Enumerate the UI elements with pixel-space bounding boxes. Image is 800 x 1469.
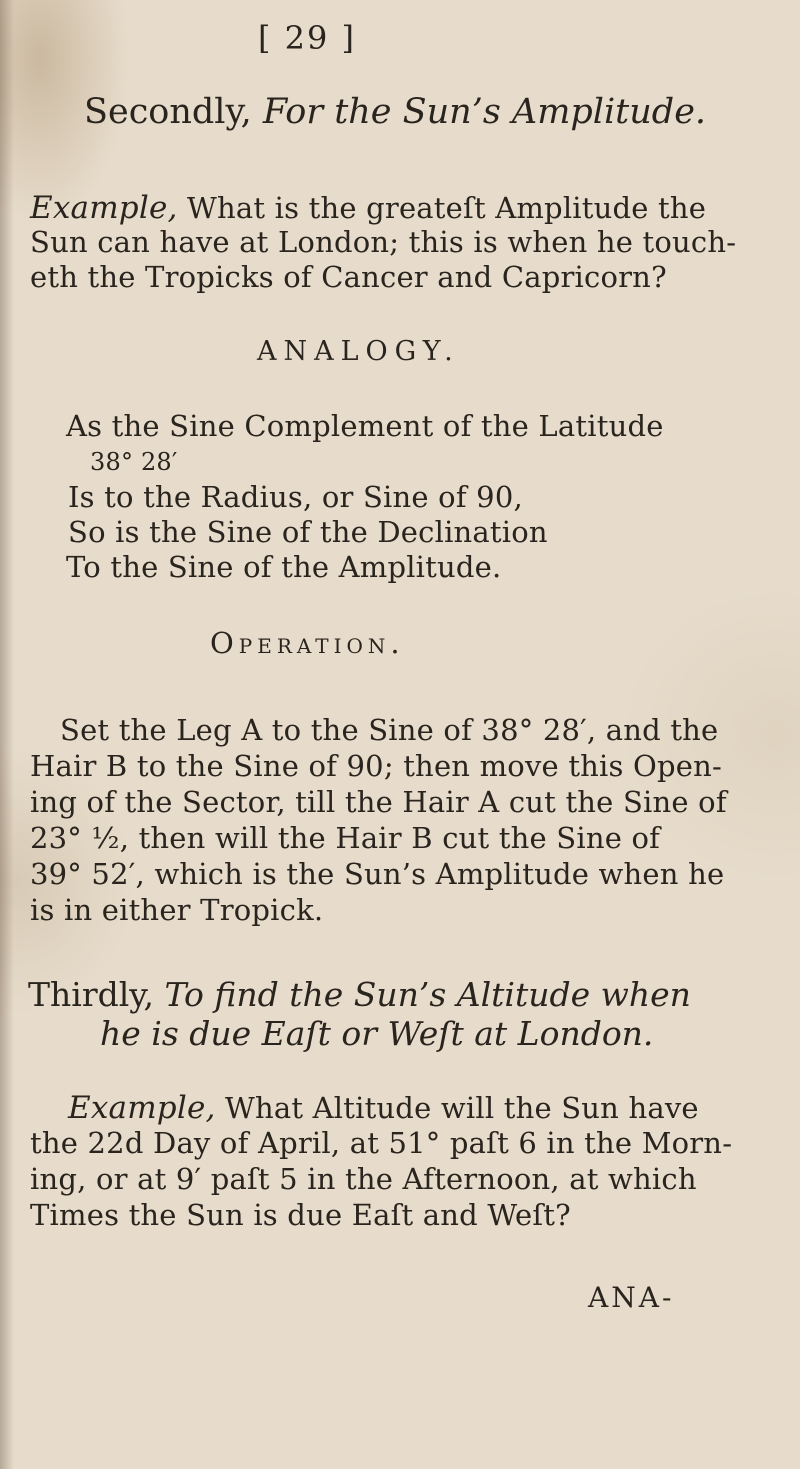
- section-title: For the Sun’s Amplitude.: [262, 92, 707, 132]
- example2-line-3: ing, or at 9′ paſt 5 in the Afternoon, at which: [30, 1162, 697, 1196]
- analogy-line-1: As the Sine Complement of the Latitude: [66, 409, 664, 443]
- catchword: ANA-: [588, 1281, 675, 1314]
- example-text: What Altitude will the Sun have: [224, 1091, 699, 1125]
- section-heading-thirdly: [28, 975, 691, 1014]
- operation-line-2: Hair B to the Sine of 90; then move this Open-: [30, 749, 723, 783]
- page-gutter-shadow: [0, 0, 14, 1469]
- section-lead: Thirdly,: [28, 975, 155, 1014]
- example-label: Example,: [30, 190, 178, 226]
- section-heading-secondly: [84, 92, 707, 132]
- operation-line-3: ing of the Sector, till the Hair A cut the Sine of: [30, 785, 727, 819]
- example-line-3: eth the Tropicks of Cancer and Capricorn?: [30, 260, 667, 294]
- example-text: What is the greateſt Amplitude the: [186, 191, 707, 225]
- section-lead: Secondly,: [84, 92, 252, 132]
- operation-line-4: 23° ½, then will the Hair B cut the Sine of: [30, 821, 661, 855]
- example2-line-4: Times the Sun is due Eaſt and Weſt?: [30, 1198, 571, 1232]
- analogy-heading: ANALOGY.: [257, 336, 460, 367]
- operation-line-6: is in either Tropick.: [30, 893, 324, 927]
- operation-line-1: Set the Leg A to the Sine of 38° 28′, and the: [60, 713, 719, 747]
- operation-heading: Operation.: [210, 626, 405, 660]
- analogy-line-2: Is to the Radius, or Sine of 90,: [68, 480, 523, 514]
- example-line-2: Sun can have at London; this is when he touch-: [30, 225, 737, 259]
- operation-line-5: 39° 52′, which is the Sun’s Amplitude when he: [30, 857, 725, 891]
- analogy-line-4: To the Sine of the Amplitude.: [66, 550, 502, 584]
- section-title-line-2: he is due Eaſt or Weſt at London.: [100, 1014, 654, 1053]
- example2-line-1: [68, 1090, 699, 1126]
- example-label: Example,: [68, 1090, 216, 1126]
- analogy-latitude: 38° 28′: [90, 448, 178, 476]
- example2-line-2: the 22d Day of April, at 51° paſt 6 in the Morn-: [30, 1126, 733, 1160]
- page-number: [ 29 ]: [258, 19, 357, 57]
- section-title: To find the Sun’s Altitude when: [164, 975, 691, 1014]
- example-line-1: [30, 190, 707, 226]
- analogy-line-3: So is the Sine of the Declination: [68, 515, 548, 549]
